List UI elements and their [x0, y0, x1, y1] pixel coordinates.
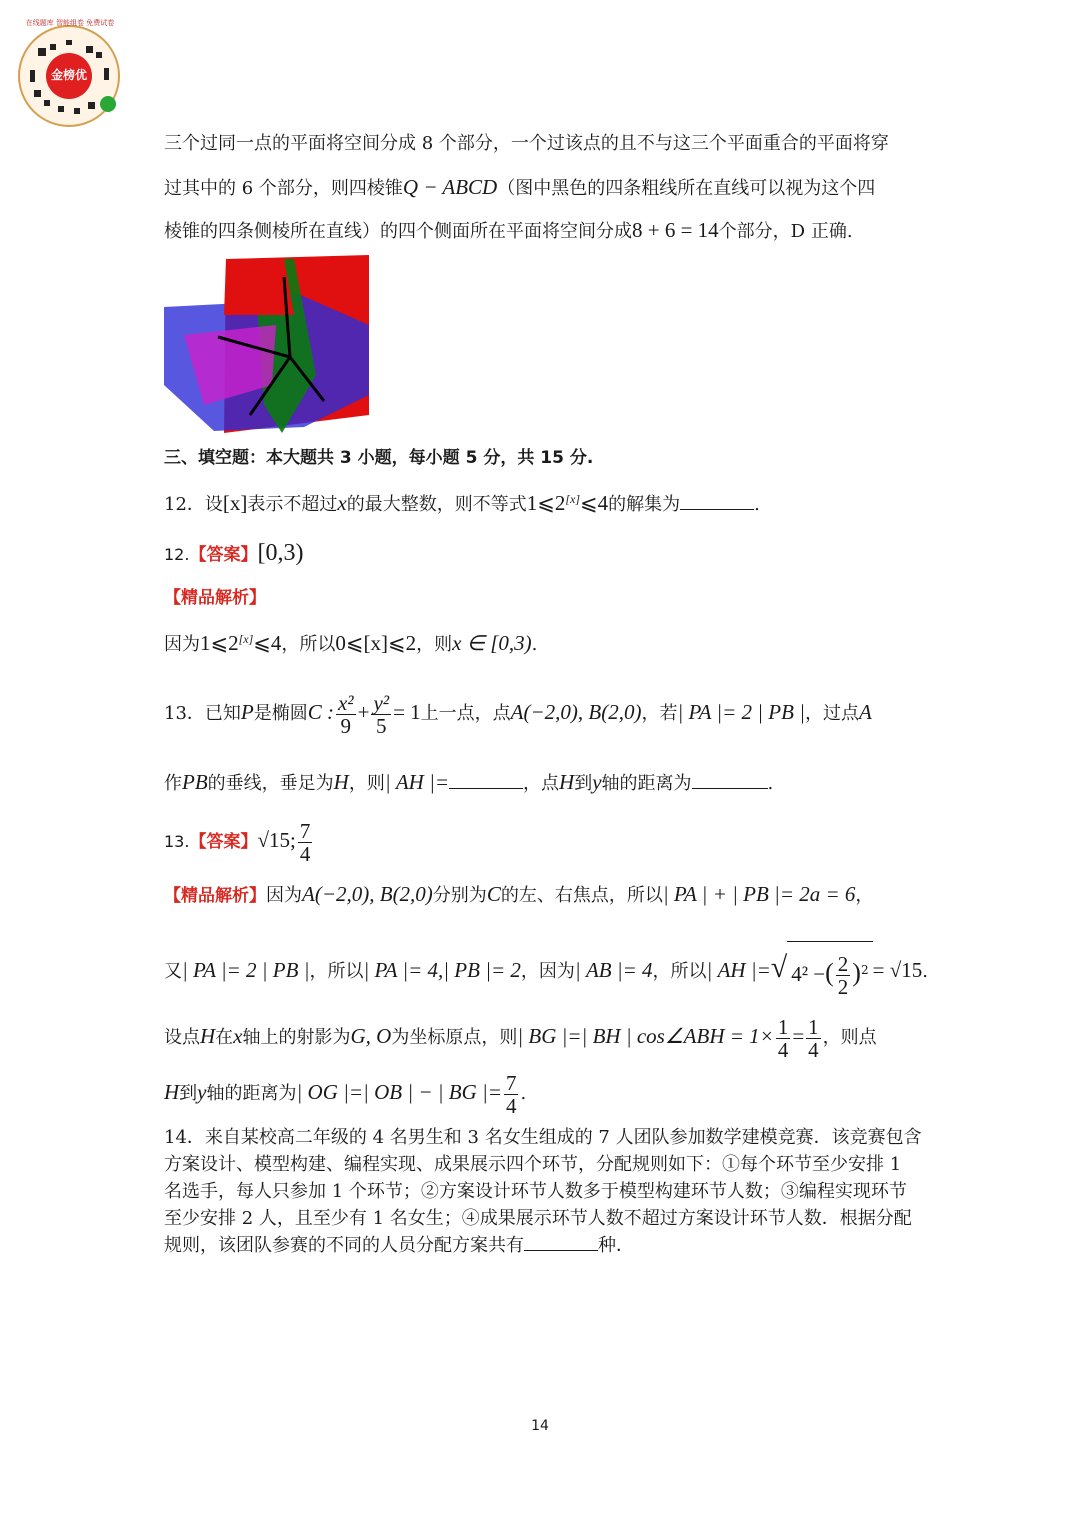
q14-stem: 14．来自某校高二年级的 4 名男生和 3 名女生组成的 7 人团队参加数学建模竞赛．该竞赛包含方案设计、模型构建、编程实现、成果展示四个环节，分配规则如下：①每个环节至少安排 1 名选手，每人只参加 1 个环节；②方案设计环节人数多于模型构建环节人数；③编程实现环节至少安排 2 人，且至少有 1 名女生；④成果展示环节人数不超过方案设计环节人数．根据分配规则，该团队参赛的不同的人员分配方案共有 种．: [164, 1127, 922, 1256]
planes-figure: [164, 255, 372, 435]
logo: [10, 18, 128, 128]
p1-line1: 三个过同一点的平面将空间分成 8 个部分，一个过该点的且不与这三个平面重合的平面将穿: [164, 133, 889, 154]
section-heading: 三、填空题：本大题共 3 小题，每小题 5 分，共 15 分.: [164, 448, 594, 468]
q13-frac-y: $\frac{\text{y²}}{5}$: [373, 690, 390, 738]
q13-frac-x: $\frac{\text{x²}}{9}$: [337, 690, 354, 738]
p1-line3: 棱锥的四条侧棱所在直线）的四个侧面所在平面将空间分成8 + 6 = 14个部分，D 正确.: [164, 218, 853, 242]
logo-text: 金榜优: [50, 68, 87, 82]
q12-stem: 12．设[x]表示不超过x的最大整数，则不等式1⩽2[x]⩽4的解集为 .: [164, 491, 760, 515]
q13-stem-line2: 作PB的垂线，垂足为H，则| AH |= ，点H到y轴的距离为 .: [164, 770, 774, 794]
q13-answer-frac: $\frac{7}{4}$: [299, 818, 311, 866]
q13-blank-1[interactable]: [449, 770, 523, 789]
q13-solution-line2: 又| PA |= 2 | PB |，所以| PA |= 4,| PB |= 2，因为| AB |= 4，所以| AH |=√ 4² −( $\frac{2}{2}$ )$^2$ = √15.: [164, 940, 928, 1004]
q14-blank[interactable]: [524, 1232, 598, 1251]
q13-solution-line4: H到y轴的距离为| OG |=| OB | − | BG |= $\frac{7}{4}$ .: [164, 1070, 527, 1118]
q12-analysis-tag: 【精品解析】: [164, 588, 266, 608]
q12-blank[interactable]: [680, 491, 754, 510]
intersecting-planes-figure: [164, 255, 372, 435]
q12-solution: 因为1⩽2[x]⩽4，所以0⩽[x]⩽2，则x ∈ [0,3).: [164, 631, 538, 655]
logo-ring-text: 在线题库 智能组卷 免费试卷: [25, 19, 115, 27]
page-number: 14: [531, 1418, 549, 1434]
q13-answer: 13.【答案】√15; $\frac{7}{4}$: [164, 818, 311, 866]
q13-stem-line1: 13．已知P是椭圆C : $\frac{\text{x²}}{9}$ + $\frac{\text{y²}}{5}$ = 1上一点，点A(−2,0), B(2,0)，若| PA |= 2 | PB |，过点A: [164, 690, 872, 738]
q12-answer: 12.【答案】[0,3): [164, 540, 304, 566]
q13-solution-line1: 【精品解析】因为A(−2,0), B(2,0)分别为C的左、右焦点，所以| PA | + | PB |= 2a = 6，: [164, 882, 874, 906]
p1-line2: 过其中的 6 个部分，则四棱锥Q − ABCD（图中黑色的四条粗线所在直线可以视为这个四: [164, 175, 876, 199]
q13-blank-2[interactable]: [692, 770, 768, 789]
q13-solution-line3: 设点H在x轴上的射影为G, O为坐标原点，则| BG |=| BH | cos∠ABH = 1× $\frac{1}{4}$ = $\frac{1}{4}$ ，则点: [164, 1014, 877, 1062]
